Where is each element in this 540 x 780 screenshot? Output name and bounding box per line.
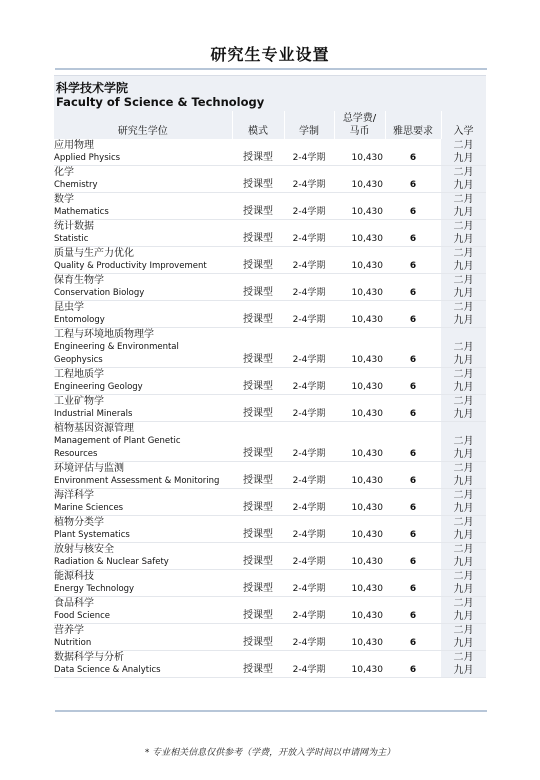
table-row (54, 462, 486, 489)
duration-cell: 2-4学期 (284, 651, 334, 678)
intake-cell (441, 328, 486, 368)
fee-cell: 10,430 (334, 624, 385, 651)
intake-cell (441, 462, 486, 489)
programme-name-cn: 能源科技 (54, 571, 94, 582)
programme-name-cn: 工业矿物学 (54, 396, 104, 407)
intake-cell (441, 395, 486, 422)
degree-cell (54, 193, 232, 220)
degree-cell (54, 247, 232, 274)
duration-cell: 2-4学期 (284, 139, 334, 166)
fee-cell: 10,430 (334, 193, 385, 220)
mode-cell: 授课型 (232, 328, 284, 368)
intake-month: 二月 (453, 369, 474, 380)
programme-name-cn: 工程地质学 (54, 369, 104, 380)
intake-month: 九月 (453, 449, 474, 460)
duration-cell: 2-4学期 (284, 301, 334, 328)
mode-cell: 授课型 (232, 166, 284, 193)
mode-cell: 授课型 (232, 193, 284, 220)
ielts-cell: 6 (385, 193, 441, 220)
degree-cell (54, 570, 232, 597)
programme-name-en: Energy Technology (54, 584, 135, 594)
ielts-cell: 6 (385, 301, 441, 328)
programme-name-en: Management of Plant Genetic (54, 436, 181, 446)
duration-cell: 2-4学期 (284, 489, 334, 516)
programme-name-cn: 数学 (54, 194, 74, 205)
table-row (54, 368, 486, 395)
table-row (54, 139, 486, 166)
programme-name-en: Chemistry (54, 180, 98, 190)
intake-cell (441, 247, 486, 274)
intake-month: 九月 (453, 288, 474, 299)
top-divider (55, 68, 487, 70)
ielts-cell: 6 (385, 247, 441, 274)
table-row (54, 597, 486, 624)
degree-cell (54, 368, 232, 395)
programme-name-cn: 食品科学 (54, 598, 94, 609)
intake-month: 九月 (453, 665, 474, 676)
header-mode: 模式 (232, 111, 284, 139)
programme-name-cn: 统计数据 (54, 221, 94, 232)
intake-month: 二月 (453, 463, 474, 474)
intake-month: 二月 (453, 221, 474, 232)
fee-cell: 10,430 (334, 651, 385, 678)
header-intake: 入学 (441, 111, 486, 139)
ielts-cell: 6 (385, 597, 441, 624)
intake-cell (441, 368, 486, 395)
programme-name-en: Statistic (54, 234, 89, 244)
mode-cell: 授课型 (232, 543, 284, 570)
programme-name-cn: 昆虫学 (54, 302, 84, 313)
duration-cell: 2-4学期 (284, 247, 334, 274)
degree-cell (54, 651, 232, 678)
intake-month: 九月 (453, 611, 474, 622)
fee-cell: 10,430 (334, 301, 385, 328)
fee-cell: 10,430 (334, 516, 385, 543)
degree-cell (54, 543, 232, 570)
programme-name-en: Geophysics (54, 355, 103, 365)
duration-cell: 2-4学期 (284, 368, 334, 395)
intake-month: 九月 (453, 207, 474, 218)
footnote: * 专业相关信息仅供参考（学费，开放入学时间以申请网为主） (144, 748, 396, 758)
ielts-cell: 6 (385, 220, 441, 247)
table-row (54, 489, 486, 516)
intake-cell (441, 193, 486, 220)
intake-cell (441, 651, 486, 678)
table-row (54, 247, 486, 274)
mode-cell: 授课型 (232, 247, 284, 274)
intake-cell (441, 220, 486, 247)
duration-cell: 2-4学期 (284, 220, 334, 247)
degree-cell (54, 624, 232, 651)
programme-name-en: Industrial Minerals (54, 409, 133, 419)
mode-cell: 授课型 (232, 368, 284, 395)
table-row (54, 220, 486, 247)
intake-month: 九月 (453, 476, 474, 487)
table-row (54, 274, 486, 301)
intake-month: 九月 (453, 315, 474, 326)
duration-cell: 2-4学期 (284, 166, 334, 193)
intake-month: 二月 (453, 571, 474, 582)
intake-month: 九月 (453, 234, 474, 245)
intake-month: 二月 (453, 652, 474, 663)
table-row (54, 651, 486, 678)
faculty-name-en: Faculty of Science & Technology (56, 95, 265, 109)
ielts-cell: 6 (385, 166, 441, 193)
mode-cell: 授课型 (232, 570, 284, 597)
mode-cell: 授课型 (232, 139, 284, 166)
fee-cell: 10,430 (334, 462, 385, 489)
mode-cell: 授课型 (232, 624, 284, 651)
fee-cell: 10,430 (334, 489, 385, 516)
intake-month: 二月 (453, 302, 474, 313)
programme-name-cn: 化学 (54, 167, 74, 178)
programme-name-cn: 质量与生产力优化 (54, 248, 134, 259)
intake-month: 二月 (453, 625, 474, 636)
ielts-cell: 6 (385, 651, 441, 678)
duration-cell: 2-4学期 (284, 422, 334, 462)
intake-month: 九月 (453, 557, 474, 568)
intake-month: 九月 (453, 261, 474, 272)
intake-month: 九月 (453, 355, 474, 366)
faculty-name-cn: 科学技术学院 (56, 81, 129, 95)
mode-cell: 授课型 (232, 489, 284, 516)
intake-month: 九月 (453, 584, 474, 595)
duration-cell: 2-4学期 (284, 274, 334, 301)
table-row (54, 516, 486, 543)
intake-month: 二月 (453, 517, 474, 528)
ielts-cell: 6 (385, 368, 441, 395)
programme-name-en: Radiation & Nuclear Safety (54, 557, 169, 567)
programme-name-en: Engineering Geology (54, 382, 143, 392)
table-header-row (54, 111, 486, 139)
programme-name-en: Conservation Biology (54, 288, 145, 298)
fee-cell: 10,430 (334, 139, 385, 166)
ielts-cell: 6 (385, 516, 441, 543)
mode-cell: 授课型 (232, 301, 284, 328)
intake-month: 二月 (453, 167, 474, 178)
programme-table (54, 111, 487, 678)
header-fee: 总学费/ 马币 (334, 111, 385, 139)
programme-name-cn: 植物基因资源管理 (54, 423, 134, 434)
table-row (54, 166, 486, 193)
programme-name-en: Applied Physics (54, 153, 121, 163)
programme-name-en: Marine Sciences (54, 503, 124, 513)
intake-month: 九月 (453, 382, 474, 393)
intake-cell (441, 301, 486, 328)
mode-cell: 授课型 (232, 462, 284, 489)
intake-month: 九月 (453, 638, 474, 649)
ielts-cell: 6 (385, 422, 441, 462)
mode-cell: 授课型 (232, 220, 284, 247)
intake-cell (441, 624, 486, 651)
fee-cell: 10,430 (334, 274, 385, 301)
fee-cell: 10,430 (334, 570, 385, 597)
table-row (54, 570, 486, 597)
degree-cell (54, 395, 232, 422)
intake-cell (441, 516, 486, 543)
programme-name-cn: 数据科学与分析 (54, 652, 124, 663)
degree-cell (54, 597, 232, 624)
programme-name-en: Plant Systematics (54, 530, 130, 540)
mode-cell: 授课型 (232, 395, 284, 422)
programme-name-en: Environment Assessment & Monitoring (54, 476, 220, 486)
programme-name-en: Nutrition (54, 638, 92, 648)
programme-name-cn: 放射与核安全 (54, 544, 114, 555)
table-row (54, 193, 486, 220)
faculty-banner (54, 75, 486, 112)
intake-month: 九月 (453, 153, 474, 164)
table-row (54, 328, 486, 368)
programme-name-en: Resources (54, 449, 98, 459)
duration-cell: 2-4学期 (284, 328, 334, 368)
table-row (54, 543, 486, 570)
header-ielts: 雅思要求 (385, 111, 441, 139)
table-row (54, 422, 486, 462)
intake-month: 二月 (453, 598, 474, 609)
degree-cell (54, 139, 232, 166)
intake-cell (441, 570, 486, 597)
degree-cell (54, 422, 232, 462)
fee-cell: 10,430 (334, 395, 385, 422)
mode-cell: 授课型 (232, 516, 284, 543)
degree-cell (54, 301, 232, 328)
programme-name-cn: 营养学 (54, 625, 84, 636)
table-row (54, 624, 486, 651)
intake-month: 二月 (453, 275, 474, 286)
intake-month: 二月 (453, 248, 474, 259)
mode-cell: 授课型 (232, 651, 284, 678)
mode-cell: 授课型 (232, 422, 284, 462)
ielts-cell: 6 (385, 462, 441, 489)
degree-cell (54, 489, 232, 516)
programme-name-en: Food Science (54, 611, 111, 621)
fee-cell: 10,430 (334, 597, 385, 624)
intake-month: 九月 (453, 503, 474, 514)
programme-name-cn: 植物分类学 (54, 517, 104, 528)
intake-month: 二月 (453, 342, 474, 353)
intake-cell (441, 489, 486, 516)
programme-name-en: Engineering & Environmental (54, 342, 179, 352)
ielts-cell: 6 (385, 395, 441, 422)
header-degree: 研究生学位 (54, 111, 232, 139)
degree-cell (54, 166, 232, 193)
programme-name-cn: 工程与环境地质物理学 (54, 329, 154, 340)
ielts-cell: 6 (385, 489, 441, 516)
intake-cell (441, 422, 486, 462)
intake-month: 九月 (453, 180, 474, 191)
fee-cell: 10,430 (334, 166, 385, 193)
page-title: 研究生专业设置 (210, 45, 330, 64)
degree-cell (54, 462, 232, 489)
mode-cell: 授课型 (232, 274, 284, 301)
degree-cell (54, 328, 232, 368)
programme-name-cn: 应用物理 (54, 140, 94, 151)
intake-cell (441, 543, 486, 570)
ielts-cell: 6 (385, 274, 441, 301)
duration-cell: 2-4学期 (284, 570, 334, 597)
mode-cell: 授课型 (232, 597, 284, 624)
fee-cell: 10,430 (334, 328, 385, 368)
duration-cell: 2-4学期 (284, 462, 334, 489)
intake-month: 二月 (453, 140, 474, 151)
duration-cell: 2-4学期 (284, 543, 334, 570)
programme-name-en: Mathematics (54, 207, 109, 217)
fee-cell: 10,430 (334, 422, 385, 462)
table-row (54, 395, 486, 422)
programme-name-cn: 保育生物学 (54, 275, 104, 286)
intake-month: 二月 (453, 436, 474, 447)
intake-month: 二月 (453, 544, 474, 555)
ielts-cell: 6 (385, 570, 441, 597)
fee-cell: 10,430 (334, 368, 385, 395)
fee-cell: 10,430 (334, 247, 385, 274)
intake-month: 二月 (453, 396, 474, 407)
duration-cell: 2-4学期 (284, 516, 334, 543)
intake-cell (441, 166, 486, 193)
programme-name-en: Data Science & Analytics (54, 665, 161, 675)
bottom-divider (55, 710, 487, 712)
duration-cell: 2-4学期 (284, 624, 334, 651)
degree-cell (54, 516, 232, 543)
table-row (54, 301, 486, 328)
programme-name-cn: 海洋科学 (54, 490, 94, 501)
degree-cell (54, 274, 232, 301)
ielts-cell: 6 (385, 624, 441, 651)
duration-cell: 2-4学期 (284, 395, 334, 422)
fee-cell: 10,430 (334, 543, 385, 570)
ielts-cell: 6 (385, 139, 441, 166)
duration-cell: 2-4学期 (284, 597, 334, 624)
intake-cell (441, 597, 486, 624)
fee-cell: 10,430 (334, 220, 385, 247)
intake-cell (441, 274, 486, 301)
duration-cell: 2-4学期 (284, 193, 334, 220)
intake-month: 二月 (453, 194, 474, 205)
ielts-cell: 6 (385, 328, 441, 368)
intake-cell (441, 139, 486, 166)
programme-name-en: Quality & Productivity Improvement (54, 261, 207, 271)
ielts-cell: 6 (385, 543, 441, 570)
degree-cell (54, 220, 232, 247)
programme-name-cn: 环境评估与监测 (54, 463, 124, 474)
intake-month: 九月 (453, 530, 474, 541)
intake-month: 二月 (453, 490, 474, 501)
programme-name-en: Entomology (54, 315, 105, 325)
intake-month: 九月 (453, 409, 474, 420)
header-duration: 学制 (284, 111, 334, 139)
